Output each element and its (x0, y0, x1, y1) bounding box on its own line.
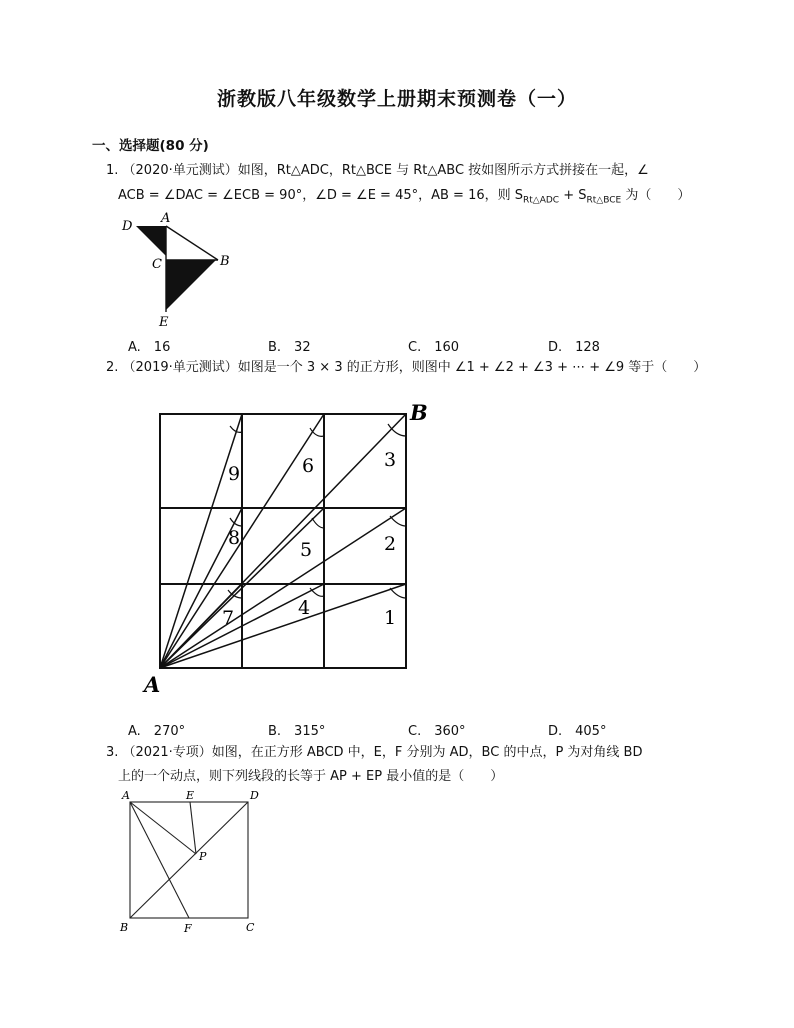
q1-tail: 为（ ） (621, 188, 691, 203)
q1-sub-bce: Rt△BCE (586, 195, 622, 206)
page-title: 浙教版八年级数学上册期末预测卷（一） (216, 88, 577, 110)
q1-plus: + S (559, 188, 587, 203)
q2-label-9: 9 (228, 463, 241, 485)
q2-label-8: 8 (228, 527, 241, 549)
q3-label-f: F (184, 922, 192, 935)
q2-angle-arcs (228, 424, 406, 598)
q3-label-a: A (122, 789, 130, 802)
q2-figure (140, 398, 440, 698)
q2-label-7: 7 (222, 607, 235, 629)
q1-line-ab (166, 226, 218, 260)
q1-triangle-adc (136, 226, 166, 256)
q2-label-a: A (144, 672, 161, 697)
q1-option-d: D. 128 (548, 340, 600, 355)
q1-option-a: A. 16 (128, 340, 171, 355)
q2-label-3: 3 (384, 449, 397, 471)
q1-label-a: A (161, 211, 171, 226)
q3-square (130, 802, 248, 918)
section-heading: 一、选择题(80 分) (92, 138, 209, 154)
q2-label-5: 5 (300, 539, 313, 561)
q2-label-2: 2 (384, 533, 397, 555)
q1-triangle-bce (166, 260, 216, 310)
q1-option-b: B. 32 (268, 340, 311, 355)
q1-label-b: B (220, 254, 230, 269)
q3-figure (112, 786, 272, 938)
q1-label-c: C (152, 257, 162, 272)
q3-text-line1: 3. （2021·专项）如图，在正方形 ABCD 中，E，F 分别为 AD，BC 的中点，P 为对角线 BD (106, 745, 643, 760)
q3-label-b: B (120, 921, 129, 934)
q2-option-d: D. 405° (548, 724, 607, 739)
q2-text-line1: 2. （2019·单元测试）如图是一个 3 × 3 的正方形，则图中 ∠1 + ∠2 + ∠3 + ⋯ + ∠9 等于（ ） (106, 360, 707, 375)
q1-line2-main: ACB = ∠DAC = ∠ECB = 90°，∠D = ∠E = 45°，AB = 16，则 S (118, 188, 523, 203)
q1-text-line1: 1. （2020·单元测试）如图，Rt△ADC，Rt△BCE 与 Rt△ABC 按如图所示方式拼接在一起，∠ (106, 163, 649, 178)
q2-rays (160, 414, 406, 668)
q2-option-a: A. 270° (128, 724, 186, 739)
q1-figure (110, 208, 240, 332)
q2-label-6: 6 (302, 455, 315, 477)
q2-label-4: 4 (298, 597, 311, 619)
q1-option-c: C. 160 (408, 340, 460, 355)
q1-label-d: D (122, 219, 133, 234)
q1-sub-adc: Rt△ADC (523, 195, 560, 206)
q1-label-e: E (159, 315, 169, 330)
q3-label-p: P (199, 850, 207, 863)
q2-option-c: C. 360° (408, 724, 466, 739)
q3-label-c: C (246, 921, 255, 934)
q3-text-line2: 上的一个动点，则下列线段的长等于 AP + EP 最小值的是（ ） (118, 769, 504, 784)
q2-option-b: B. 315° (268, 724, 326, 739)
q2-label-1: 1 (384, 607, 397, 629)
q2-label-b: B (410, 400, 428, 425)
q3-label-d: D (250, 789, 259, 802)
q3-label-e: E (186, 789, 195, 802)
